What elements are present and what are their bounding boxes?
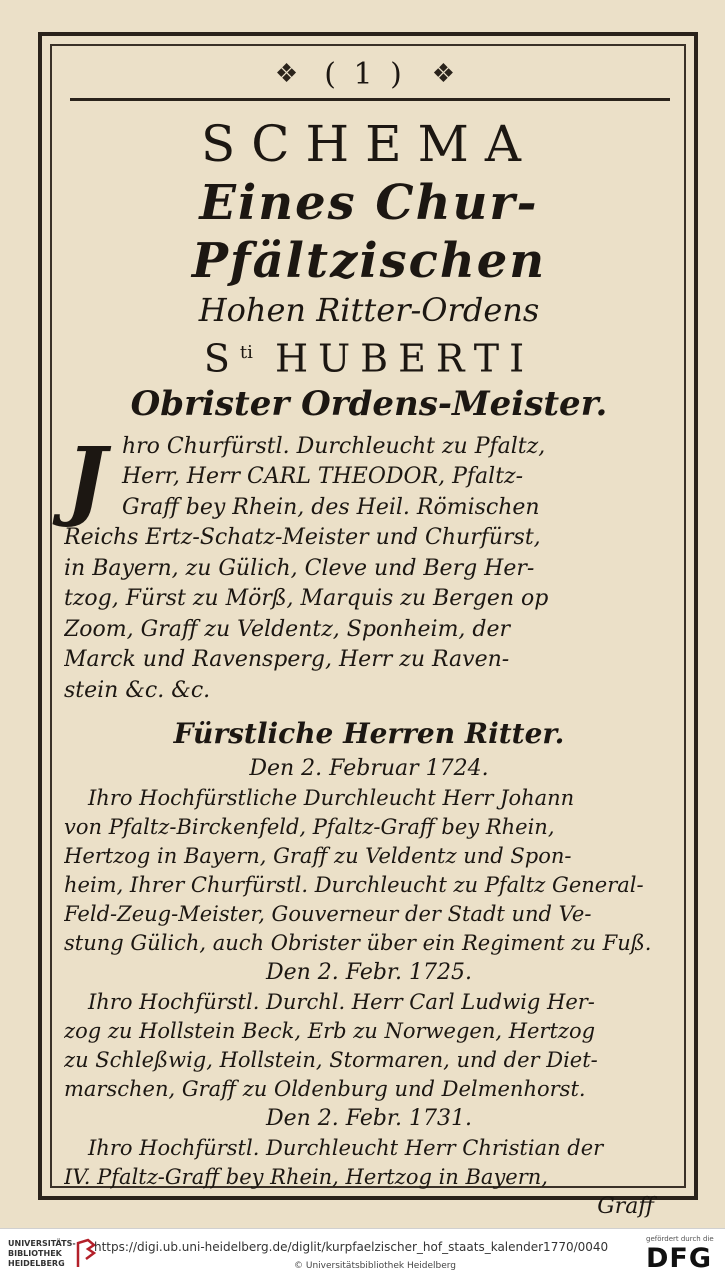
library-logo[interactable] <box>8 1239 74 1273</box>
entry-date: Den 2. Febr. 1731. <box>265 1106 473 1132</box>
dfg-caption: gefördert durch die <box>646 1235 714 1243</box>
permalink-url[interactable]: https://digi.ub.uni-heidelberg.de/diglit/kurpfaelzischer_hof_staats_kalender1770/0040 <box>94 1240 609 1254</box>
title-huberti-sup: ti <box>239 342 253 363</box>
entry-line: Feld-Zeug-Meister, Gouverneur der Stadt und Ve- <box>64 902 592 927</box>
entry-line: Ihro Hochfürstl. Durchleucht Herr Christian der <box>88 1136 604 1161</box>
title-huberti-prefix: S <box>203 336 240 381</box>
entry-1724 <box>64 754 674 958</box>
title-eines: Eines Chur-Pfältzischen <box>191 175 547 289</box>
entry-line: Ihro Hochfürstliche Durchleucht Herr Johann <box>88 786 575 811</box>
entry-line: von Pfaltz-Birckenfeld, Pfaltz-Graff bey Rhein, <box>64 815 555 840</box>
catchword: Graff <box>597 1194 654 1220</box>
entry-line: Hertzog in Bayern, Graff zu Veldentz und Spon- <box>64 844 572 869</box>
page-number: ( 1 ) <box>324 56 406 92</box>
entry-date: Den 2. Februar 1724. <box>249 756 489 782</box>
entry-line: marschen, Graff zu Oldenburg und Delmenhorst. <box>64 1077 586 1102</box>
intro-line: Marck und Ravensperg, Herr zu Raven- <box>64 647 510 673</box>
intro-line: Herr, Herr CARL THEODOR, Pfaltz- <box>122 464 524 490</box>
intro-paragraph <box>64 428 674 707</box>
entry-1725 <box>64 958 674 1104</box>
intro-line: Reichs Ertz-Schatz-Meister und Churfürst, <box>64 525 541 551</box>
page-header <box>260 52 470 96</box>
entry-line: heim, Ihrer Churfürstl. Durchleucht zu Pfaltz General- <box>64 873 644 898</box>
section-title: Fürstliche Herren Ritter. <box>173 717 565 751</box>
viewer-footer <box>0 1228 725 1280</box>
intro-line: hro Churfürstl. Durchleucht zu Pfaltz, <box>122 433 546 459</box>
entry-line: Ihro Hochfürstl. Durchl. Herr Carl Ludwig Her- <box>88 990 595 1015</box>
dfg-logo[interactable]: DFG <box>646 1243 713 1274</box>
entry-line: stung Gülich, auch Obrister über ein Regiment zu Fuß. <box>64 931 652 956</box>
entry-line: IV. Pfaltz-Graff bey Rhein, Hertzog in Bayern, <box>64 1165 548 1190</box>
page-content <box>64 110 674 1220</box>
intro-line: in Bayern, zu Gülich, Cleve und Berg Her- <box>64 555 535 581</box>
title-huberti-main: HUBERTI <box>252 336 535 381</box>
header-rule <box>70 98 670 101</box>
title-huberti <box>64 330 674 382</box>
intro-line: tzog, Fürst zu Mörß, Marquis zu Bergen op <box>64 586 549 612</box>
entry-1731 <box>64 1104 674 1192</box>
intro-line: Graff bey Rhein, des Heil. Römischen <box>122 494 540 520</box>
intro-line: Zoom, Graff zu Veldentz, Sponheim, der <box>64 616 511 642</box>
entry-line: zu Schleßwig, Hollstein, Stormaren, und der Diet- <box>64 1048 598 1073</box>
library-logo-line: HEIDELBERG <box>8 1259 65 1268</box>
library-logo-line: BIBLIOTHEK <box>8 1249 62 1258</box>
entry-line: zog zu Hollstein Beck, Erb zu Norwegen, Hertzog <box>64 1019 596 1044</box>
title-schema: SCHEMA <box>201 115 537 173</box>
library-logo-line: UNIVERSITÄTS- <box>8 1239 76 1248</box>
dropcap-letter: J <box>66 428 107 530</box>
title-obrister: Obrister Ordens-Meister. <box>130 383 608 424</box>
copyright-text: © Universitätsbibliothek Heidelberg <box>294 1261 457 1271</box>
entry-date: Den 2. Febr. 1725. <box>265 960 473 986</box>
ornament-left-icon: ❖ <box>274 59 299 89</box>
ornament-right-icon: ❖ <box>431 59 456 89</box>
title-hohen: Hohen Ritter-Ordens <box>198 291 540 329</box>
intro-line: stein &c. &c. <box>64 677 211 703</box>
